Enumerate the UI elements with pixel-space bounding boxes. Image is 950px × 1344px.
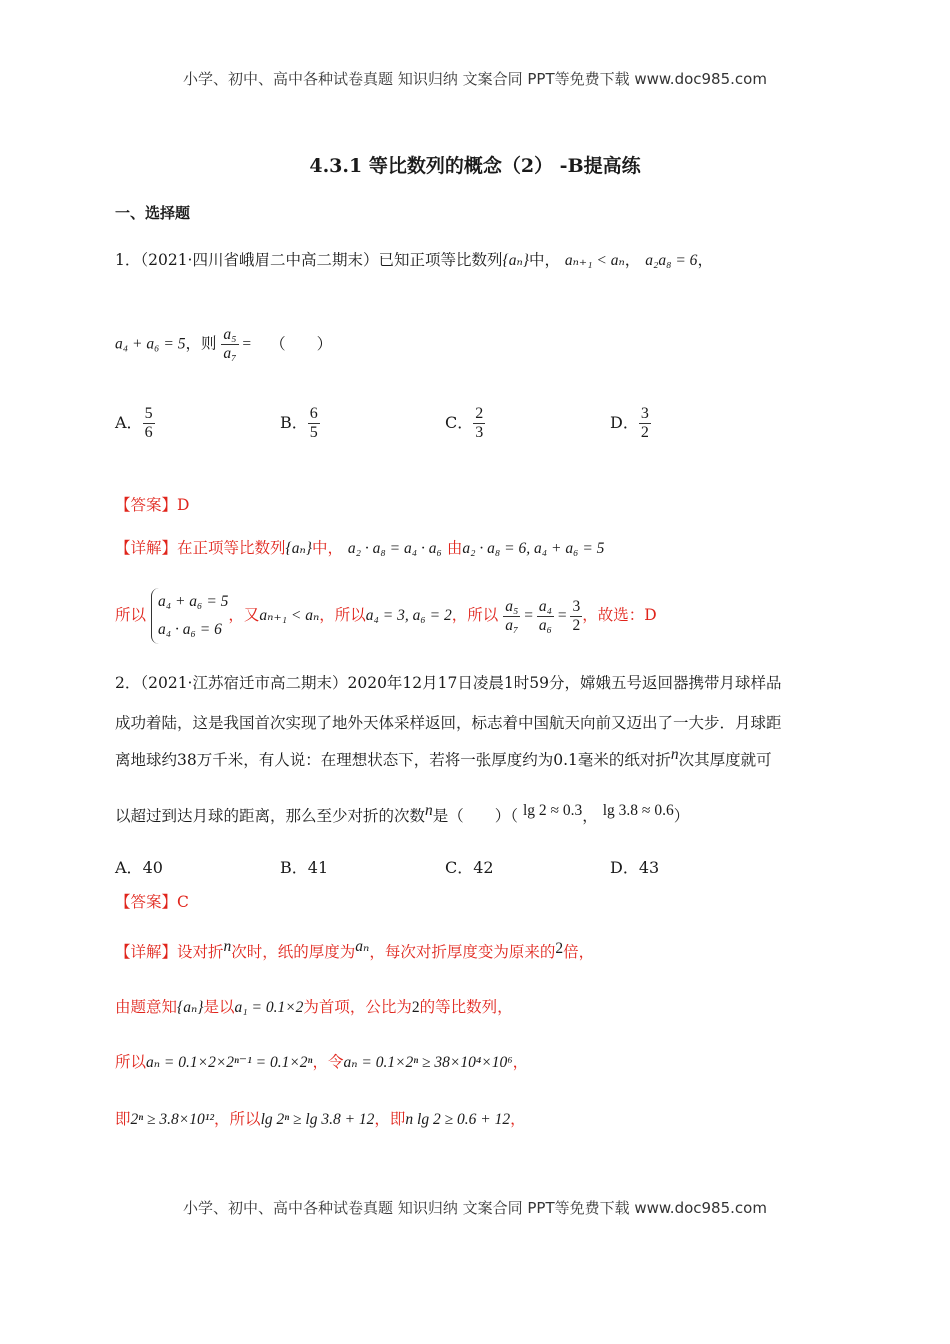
page-title: 4.3.1 等比数列的概念（2） -B提高练	[309, 155, 641, 177]
q1-stem-line1: 1．（2021·四川省峨眉二中高二期末）已知正项等比数列{aₙ}中， aₙ₊₁ < aₙ， a₂a₈ = 6，	[115, 251, 713, 269]
q2-option-d[interactable]: D．43	[610, 858, 660, 877]
q2-detail-line4: 即2ⁿ ≥ 3.8×10¹²，所以lg 2ⁿ ≥ lg 3.8 + 12，即n lg 2 ≥ 0.6 + 12，	[115, 1110, 526, 1128]
q2-stem-line4: 以超过到达月球的距离，那么至少对折的次数n是（ ）（ lg 2 ≈ 0.3， lg 3.8 ≈ 0.6）	[115, 802, 690, 825]
q2-option-c[interactable]: C．42	[445, 858, 494, 877]
q1-option-c[interactable]: C． $\frac{2}{3}$	[445, 405, 484, 441]
q1-fraction: $\frac{\text{a₅}}{\text{a₇}}$	[223, 326, 237, 362]
q1-detail-line2: 所以 a₄ + a₆ = 5 a₄ · a₆ = 6 ，又aₙ₊₁ < aₙ，所以a₄ = 3, a₆ = 2，所以 $\frac{\text{a₅}}{\text{a₇}}$ = $\frac{\text{a₄}}{\text{a₆}}$ = $\frac{3}{2}$ ，故选：D	[115, 588, 657, 644]
section-heading: 一、选择题	[115, 204, 191, 222]
q1-option-a[interactable]: A． $\frac{5}{6}$	[115, 405, 153, 441]
q2-answer: 【答案】C	[115, 893, 189, 911]
q2-stem-line2: 成功着陆，这是我国首次实现了地外天体采样返回，标志着中国航天向前又迈出了一大步．月球距	[115, 714, 782, 732]
page-header: 小学、初中、高中各种试卷真题 知识归纳 文案合同 PPT等免费下载 www.doc985.com	[183, 70, 767, 88]
q2-stem-line1: 2．（2021·江苏宿迁市高二期末）2020年12月17日凌晨1时59分，嫦娥五号返回器携带月球样品	[115, 674, 782, 692]
q1-answer: 【答案】D	[115, 496, 190, 514]
q1-option-b[interactable]: B． $\frac{6}{5}$	[280, 405, 318, 441]
q2-detail-line3: 所以aₙ = 0.1×2×2ⁿ⁻¹ = 0.1×2ⁿ，令aₙ = 0.1×2ⁿ ≥ 38×10⁴×10⁶，	[115, 1053, 529, 1071]
q1-stem-line2: a₄ + a₆ = 5，则 $\frac{\text{a₅}}{\text{a₇}}$ = （ ）	[115, 326, 333, 362]
q1-option-d[interactable]: D． $\frac{3}{2}$	[610, 405, 649, 441]
q2-option-a[interactable]: A．40	[115, 858, 163, 877]
q2-option-b[interactable]: B．41	[280, 858, 329, 877]
q2-detail-line1: 【详解】设对折n次时，纸的厚度为aₙ，每次对折厚度变为原来的2倍，	[115, 938, 595, 961]
page-footer: 小学、初中、高中各种试卷真题 知识归纳 文案合同 PPT等免费下载 www.doc985.com	[183, 1199, 767, 1217]
q2-stem-line3: 离地球约38万千米，有人说：在理想状态下，若将一张厚度约为0.1毫米的纸对折n次其厚度就可	[115, 746, 772, 769]
q2-detail-line2: 由题意知{aₙ}是以a₁ = 0.1×2为首项，公比为2的等比数列，	[115, 998, 513, 1016]
equation-system: a₄ + a₆ = 5 a₄ · a₆ = 6	[151, 588, 228, 644]
q1-detail-line1: 【详解】在正项等比数列{aₙ}中， a₂ · a₈ = a₄ · a₆ 由a₂ · a₈ = 6, a₄ + a₆ = 5	[115, 539, 605, 557]
